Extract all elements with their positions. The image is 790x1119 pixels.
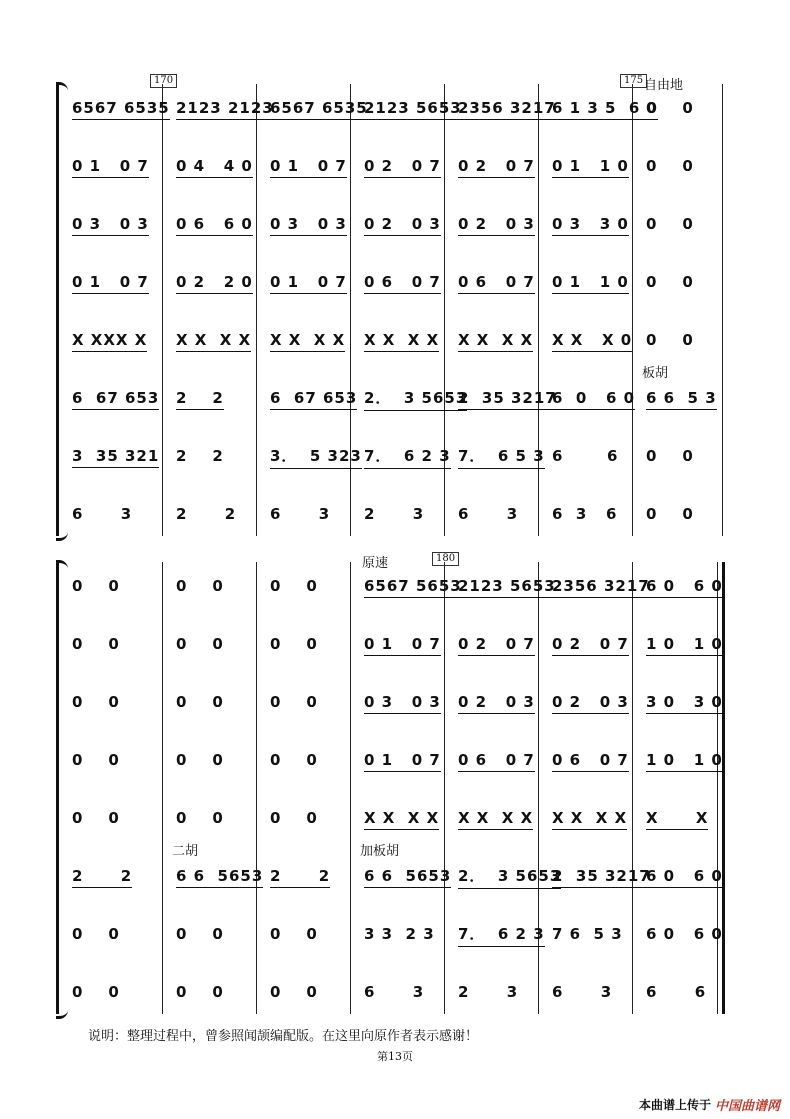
measure-notes: 6 0 6 0 (646, 848, 723, 906)
measure-notes: 0 0 (72, 577, 120, 595)
measure-notes: 6 0 6 0 (552, 370, 635, 428)
measure-notes: X X X X (176, 312, 251, 370)
page-number: 第13页 (377, 1050, 413, 1063)
measure-notes: 1 0 1 0 (646, 732, 723, 790)
measure-notes: 2． 3 5653 (364, 370, 467, 428)
measure-notes: 6567 6535 (72, 80, 170, 138)
staff-row (58, 674, 730, 732)
measure-notes: 2 2 (176, 505, 237, 523)
measure-notes: 0 0 (176, 693, 224, 711)
measure-number: 175 (620, 74, 647, 88)
measure-number: 170 (150, 74, 177, 88)
staff-row (58, 558, 730, 616)
measure-notes: 0 0 (270, 635, 318, 653)
measure-notes: 0 6 0 7 (458, 732, 535, 790)
measure-notes: 2 3 (458, 983, 519, 1001)
measure-notes: 7 6 5 3 (552, 925, 623, 943)
measure-notes: 6 6 5 3 (646, 370, 717, 428)
measure-notes: 3． 5 323 (270, 428, 362, 486)
measure-notes: 0 2 0 7 (552, 616, 629, 674)
measure-notes: 6 6 (646, 983, 707, 1001)
measure-notes: 0 3 0 3 (270, 196, 347, 254)
measure-notes: 0 2 0 7 (458, 138, 535, 196)
measure-notes: 0 1 0 7 (72, 138, 149, 196)
staff-row (58, 906, 730, 964)
measure-notes: 7． 6 2 3 (364, 428, 451, 486)
measure-notes: X X X X (270, 312, 345, 370)
measure-notes: 0 2 0 7 (458, 616, 535, 674)
measure-notes: 2． 3 5653 (458, 848, 561, 906)
measure-notes: X X X X (552, 790, 627, 848)
measure-notes: 6 3 (72, 505, 133, 523)
measure-notes: 0 1 0 7 (270, 254, 347, 312)
measure-notes: 0 3 0 3 (72, 196, 149, 254)
measure-notes: 0 0 (646, 331, 694, 349)
measure-notes: 0 0 (176, 809, 224, 827)
score-annotation: 二胡 (172, 844, 199, 859)
measure-notes: 0 0 (176, 925, 224, 943)
measure-notes: 0 0 (72, 751, 120, 769)
measure-notes: 2 2 (72, 848, 132, 906)
measure-notes: 2 3 (364, 505, 425, 523)
measure-notes: 2356 3217 (458, 80, 556, 138)
measure-notes: X X (646, 790, 708, 848)
measure-notes: 0 1 0 7 (270, 138, 347, 196)
measure-notes: 0 1 1 0 (552, 254, 629, 312)
measure-notes: 6 6 (552, 447, 619, 465)
measure-notes: 6 67 653 (270, 370, 357, 428)
measure-notes: 2123 5653 (458, 558, 556, 616)
measure-notes: 0 0 (72, 983, 120, 1001)
measure-notes: 2 2 (270, 848, 330, 906)
measure-notes: 0 0 (270, 751, 318, 769)
measure-notes: 3 3 2 3 (364, 925, 435, 943)
staff-row (58, 486, 730, 544)
staff-row (58, 80, 730, 138)
score-annotation: 加板胡 (360, 844, 400, 859)
measure-notes: 3 0 3 0 (646, 674, 723, 732)
measure-notes: X XXX X (72, 312, 147, 370)
measure-notes: 0 0 (270, 577, 318, 595)
measure-notes: 0 0 (176, 635, 224, 653)
measure-notes: 0 6 0 7 (364, 254, 441, 312)
measure-notes: 0 2 0 3 (458, 196, 535, 254)
measure-notes: 0 0 (72, 635, 120, 653)
measure-notes: 0 2 0 3 (552, 674, 629, 732)
measure-notes: X X X X (364, 790, 439, 848)
measure-notes: 0 6 0 7 (458, 254, 535, 312)
measure-notes: 1 0 1 0 (646, 616, 723, 674)
measure-notes: 0 0 (646, 273, 694, 291)
measure-notes: 2 35 3217 (458, 370, 557, 428)
measure-notes: 2123 2123 (176, 80, 274, 138)
staff-row (58, 254, 730, 312)
measure-notes: 0 3 0 3 (364, 674, 441, 732)
measure-notes: 6 3 (552, 983, 613, 1001)
measure-notes: 3 35 321 (72, 428, 159, 486)
staff-row (58, 138, 730, 196)
measure-notes: 0 1 0 7 (72, 254, 149, 312)
measure-notes: 0 0 (270, 983, 318, 1001)
measure-notes: 6 3 (270, 505, 331, 523)
measure-notes: 0 0 (176, 751, 224, 769)
measure-notes: 2 2 (176, 447, 224, 465)
measure-notes: 6 1 3 5 6 0 (552, 80, 658, 138)
measure-notes: 0 2 0 3 (364, 196, 441, 254)
staff-row (58, 196, 730, 254)
staff-row (58, 370, 730, 428)
measure-notes: 0 0 (176, 983, 224, 1001)
measure-notes: 0 1 0 7 (364, 616, 441, 674)
measure-notes: 6567 6535 (270, 80, 368, 138)
site-logo[interactable]: 中国曲谱网 (714, 1099, 780, 1114)
measure-notes: 0 0 (270, 925, 318, 943)
footnote-caption: 说明：整理过程中，曾参照闻颉编配版。在这里向原作者表示感谢！ (88, 1029, 479, 1044)
measure-notes: 0 0 (646, 215, 694, 233)
measure-notes: 0 0 (646, 447, 694, 465)
measure-notes: 2 2 (176, 370, 224, 428)
measure-notes: 0 2 0 7 (364, 138, 441, 196)
score-system-2 (58, 553, 730, 1014)
measure-notes: 6567 5653 (364, 558, 462, 616)
measure-notes: X X X X (458, 790, 533, 848)
measure-notes: 0 6 6 0 (176, 196, 253, 254)
score-annotation: 板胡 (642, 366, 669, 381)
measure-notes: X X X X (364, 312, 439, 370)
measure-number: 180 (432, 552, 459, 566)
credit-text: 本曲谱上传于 (638, 1098, 711, 1112)
measure-notes: 6 6 5653 (364, 848, 451, 906)
measure-notes: 0 0 (646, 505, 694, 523)
measure-notes: 0 3 3 0 (552, 196, 629, 254)
measure-notes: 0 6 0 7 (552, 732, 629, 790)
measure-notes: 0 0 (72, 693, 120, 711)
measure-notes: 6 0 6 0 (646, 558, 723, 616)
measure-notes: 2 35 3217 (552, 848, 651, 906)
measure-notes: 6 67 653 (72, 370, 159, 428)
measure-notes: 0 0 (72, 925, 120, 943)
measure-notes: 2123 5653 (364, 80, 462, 138)
measure-notes: 0 0 (270, 693, 318, 711)
measure-notes: 0 0 (270, 809, 318, 827)
measure-notes: 6 6 5653 (176, 848, 263, 906)
measure-notes: 0 2 2 0 (176, 254, 253, 312)
score-annotation: 自由地 (644, 78, 684, 93)
measure-notes: 0 1 1 0 (552, 138, 629, 196)
site-credit (639, 1095, 780, 1114)
staff-row (58, 616, 730, 674)
measure-notes: 0 2 0 3 (458, 674, 535, 732)
measure-notes: 7． 6 5 3 (458, 428, 545, 486)
measure-notes: 6 0 6 0 (646, 925, 723, 943)
measure-notes: 7． 6 2 3 (458, 906, 545, 964)
measure-notes: 6 3 (458, 505, 519, 523)
measure-notes: 2356 3217 (552, 558, 650, 616)
measure-notes: 6 3 6 (552, 505, 618, 523)
staff-row (58, 312, 730, 370)
staff-row (58, 428, 730, 486)
measure-notes: 0 0 (72, 809, 120, 827)
measure-notes: 0 0 (646, 99, 694, 117)
measure-notes: X X X 0 (552, 312, 632, 370)
score-system-1 (58, 75, 730, 536)
measure-notes: X X X X (458, 312, 533, 370)
staff-row (58, 964, 730, 1022)
measure-notes: 6 3 (364, 983, 425, 1001)
measure-notes: 0 0 (646, 157, 694, 175)
measure-notes: 0 0 (176, 577, 224, 595)
staff-row (58, 732, 730, 790)
measure-notes: 0 4 4 0 (176, 138, 253, 196)
score-annotation: 原速 (362, 556, 389, 571)
measure-notes: 0 1 0 7 (364, 732, 441, 790)
